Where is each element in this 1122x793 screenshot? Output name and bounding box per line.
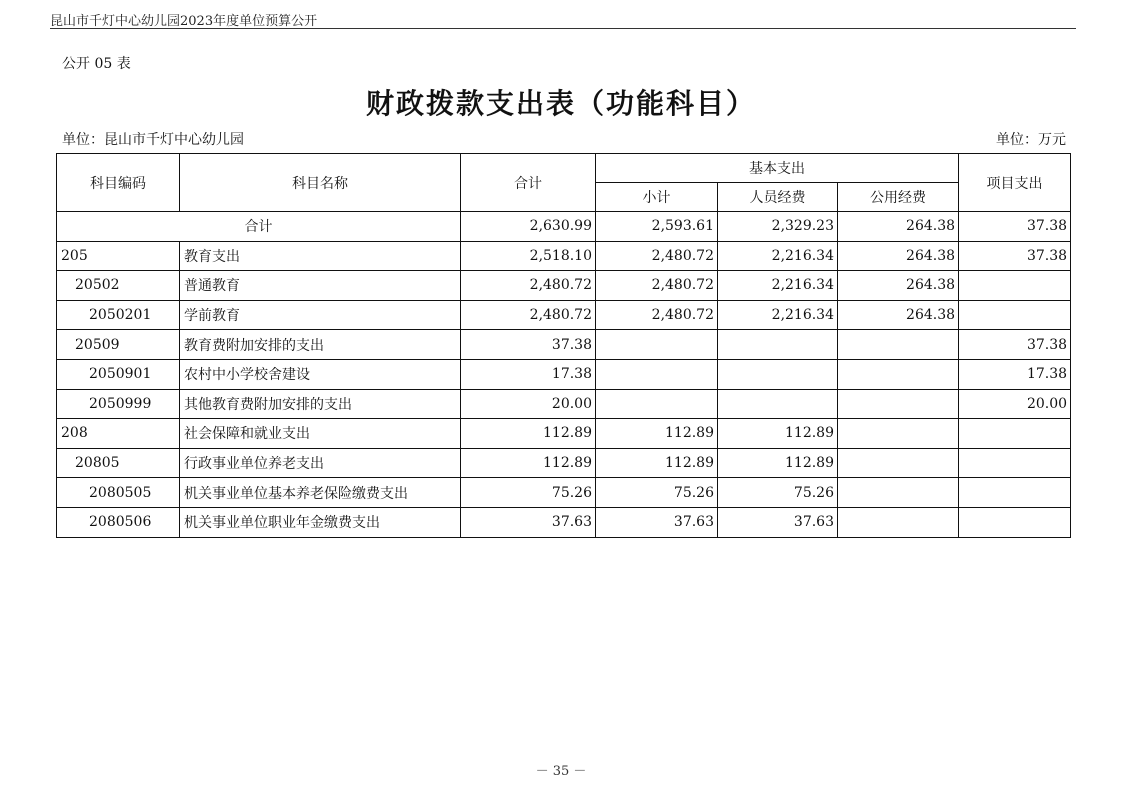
row-total: 2,518.10 [461,241,596,271]
col-header-subtotal: 小计 [596,183,718,212]
row-subtotal: 2,480.72 [596,241,718,271]
row-public [838,507,959,537]
table-body [57,212,1071,538]
row-name: 学前教育 [180,300,461,330]
row-subtotal: 2,480.72 [596,300,718,330]
row-total: 112.89 [461,448,596,478]
row-name: 社会保障和就业支出 [180,419,461,449]
row-code: 208 [57,419,180,449]
row-total: 20.00 [461,389,596,419]
table-row [57,507,1071,537]
row-public [838,389,959,419]
row-personnel: 2,216.34 [718,300,838,330]
row-total: 2,480.72 [461,300,596,330]
row-personnel: 112.89 [718,419,838,449]
row-project: 37.38 [959,241,1071,271]
row-public: 264.38 [838,241,959,271]
row-personnel: 2,216.34 [718,271,838,301]
row-subtotal [596,330,718,360]
col-header-basic: 基本支出 [596,154,959,183]
row-project: 17.38 [959,359,1071,389]
total-row-subtotal: 2,593.61 [596,212,718,242]
row-project [959,419,1071,449]
row-public [838,330,959,360]
row-code: 2080506 [57,507,180,537]
row-name: 普通教育 [180,271,461,301]
row-public [838,448,959,478]
row-subtotal [596,389,718,419]
row-subtotal: 112.89 [596,419,718,449]
total-row-personnel: 2,329.23 [718,212,838,242]
total-row-public: 264.38 [838,212,959,242]
row-name: 其他教育费附加安排的支出 [180,389,461,419]
row-total: 37.63 [461,507,596,537]
col-header-public: 公用经费 [838,183,959,212]
row-personnel [718,359,838,389]
row-subtotal [596,359,718,389]
row-code: 20502 [57,271,180,301]
row-code: 2080505 [57,478,180,508]
col-header-total: 合计 [461,154,596,212]
row-personnel: 2,216.34 [718,241,838,271]
unit-currency: 单位：万元 [996,132,1066,148]
table-row [57,271,1071,301]
row-subtotal: 37.63 [596,507,718,537]
row-personnel [718,330,838,360]
row-code: 205 [57,241,180,271]
row-subtotal: 75.26 [596,478,718,508]
header-rule [50,28,1076,29]
row-total: 2,480.72 [461,271,596,301]
row-subtotal: 112.89 [596,448,718,478]
row-name: 教育支出 [180,241,461,271]
row-public [838,419,959,449]
table-row [57,241,1071,271]
row-personnel: 75.26 [718,478,838,508]
page-number: － 35 － [535,764,587,779]
table-row [57,389,1071,419]
total-row-total: 2,630.99 [461,212,596,242]
row-code: 20805 [57,448,180,478]
row-code: 20509 [57,330,180,360]
row-project [959,478,1071,508]
row-code: 2050901 [57,359,180,389]
col-header-name: 科目名称 [180,154,461,212]
unit-organization: 单位：昆山市千灯中心幼儿园 [62,132,244,148]
row-project [959,448,1071,478]
page-title: 财政拨款支出表（功能科目） [365,87,756,120]
col-header-project: 项目支出 [959,154,1071,212]
row-name: 行政事业单位养老支出 [180,448,461,478]
col-header-personnel: 人员经费 [718,183,838,212]
row-public: 264.38 [838,271,959,301]
table-row [57,448,1071,478]
row-name: 农村中小学校舍建设 [180,359,461,389]
row-project [959,507,1071,537]
row-total: 17.38 [461,359,596,389]
row-name: 教育费附加安排的支出 [180,330,461,360]
row-project [959,300,1071,330]
total-row-label: 合计 [57,212,461,242]
table-row [57,300,1071,330]
row-subtotal: 2,480.72 [596,271,718,301]
total-row [57,212,1071,242]
row-total: 37.38 [461,330,596,360]
total-row-project: 37.38 [959,212,1071,242]
row-code: 2050999 [57,389,180,419]
row-name: 机关事业单位职业年金缴费支出 [180,507,461,537]
row-name: 机关事业单位基本养老保险缴费支出 [180,478,461,508]
row-project: 20.00 [959,389,1071,419]
row-public [838,359,959,389]
table-row [57,330,1071,360]
row-public: 264.38 [838,300,959,330]
row-project [959,271,1071,301]
table-header [57,154,1071,212]
row-personnel [718,389,838,419]
row-total: 75.26 [461,478,596,508]
table-row [57,359,1071,389]
row-project: 37.38 [959,330,1071,360]
running-header: 昆山市千灯中心幼儿园2023年度单位预算公开 [50,14,318,29]
table-number: 公开 05 表 [62,56,131,72]
row-code: 2050201 [57,300,180,330]
row-total: 112.89 [461,419,596,449]
budget-table [56,153,1071,538]
table-row [57,419,1071,449]
col-header-code: 科目编码 [57,154,180,212]
row-public [838,478,959,508]
table-row [57,478,1071,508]
row-personnel: 112.89 [718,448,838,478]
row-personnel: 37.63 [718,507,838,537]
